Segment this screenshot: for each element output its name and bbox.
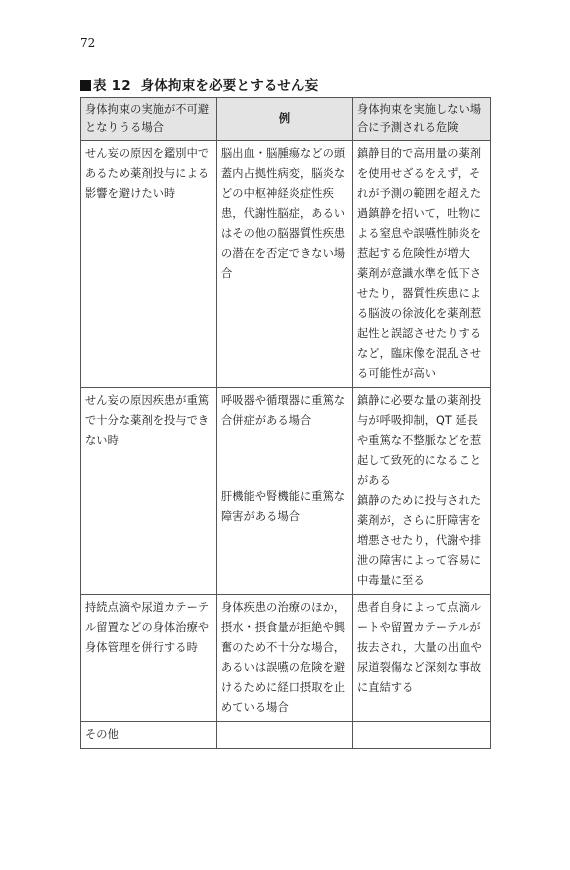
risk-cell <box>353 388 491 595</box>
example-cell <box>217 141 353 388</box>
table-label: 表 12 <box>93 78 131 94</box>
header-risk: 身体拘束を実施しない場合に予測される危険 <box>353 98 491 141</box>
risk-text: 鎮静目的で高用量の薬剤を使用せざるをえず，それが予測の範囲を超えた過鎮静を招いて，吐物による窒息や誤嚥性肺炎を惹起する危険性が増大 <box>357 147 482 260</box>
restraint-table <box>80 97 491 749</box>
example-cell <box>217 722 353 749</box>
case-cell: せん妄の原因を鑑別中であるため薬剤投与による影響を避けたい時 <box>81 141 217 388</box>
risk-cell <box>353 141 491 388</box>
square-bullet-icon <box>80 80 91 91</box>
table-title-text: 身体拘束を必要とするせん妄 <box>140 78 319 94</box>
risk-text: 薬剤が意識水準を低下させたり，器質性疾患による脳波の徐波化を薬剤惹起性と誤認させたりするなど，臨床像を混乱させる可能性が高い <box>357 267 482 380</box>
example-cell <box>217 388 353 595</box>
table-row <box>81 595 491 722</box>
table-row <box>81 388 491 595</box>
table-title <box>80 74 318 94</box>
page-number: 72 <box>80 36 96 50</box>
example-text: 肝機能や腎機能に重篤な障害がある場合 <box>221 490 346 523</box>
risk-text: 鎮静のために投与された薬剤が，さらに肝障害を増悪させたり，代謝や排泄の障害によって容易に中毒量に至る <box>357 494 482 587</box>
header-row <box>81 98 491 141</box>
case-cell: その他 <box>81 722 217 749</box>
example-cell <box>217 595 353 722</box>
example-text: 呼吸器や循環器に重篤な合併症がある場合 <box>221 394 346 427</box>
risk-cell <box>353 595 491 722</box>
table-row <box>81 141 491 388</box>
case-cell: 持続点滴や尿道カテーテル留置などの身体治療や身体管理を併行する時 <box>81 595 217 722</box>
example-text: 脳出血・脳腫瘍などの頭蓋内占拠性病変，脳炎などの中枢神経炎症性疾患，代謝性脳症，あるいはその他の脳器質性疾患の潜在を否定できない場合 <box>221 147 346 280</box>
example-text: 身体疾患の治療のほか，摂水・摂食量が拒絶や興奮のため不十分な場合，あるいは誤嚥の危険を避けるために経口摂取を止めている場合 <box>221 601 346 714</box>
header-example: 例 <box>217 98 353 141</box>
risk-cell <box>353 722 491 749</box>
table-row <box>81 722 491 749</box>
header-case: 身体拘束の実施が不可避となりうる場合 <box>81 98 217 141</box>
case-cell: せん妄の原因疾患が重篤で十分な薬剤を投与できない時 <box>81 388 217 595</box>
risk-text: 患者自身によって点滴ルートや留置カテーテルが抜去され，大量の出血や尿道裂傷など深刻な事故に直結する <box>357 601 482 694</box>
risk-text: 鎮静に必要な量の薬剤投与が呼吸抑制，QT 延長や重篤な不整脈などを惹起して致死的になることがある <box>357 394 482 487</box>
